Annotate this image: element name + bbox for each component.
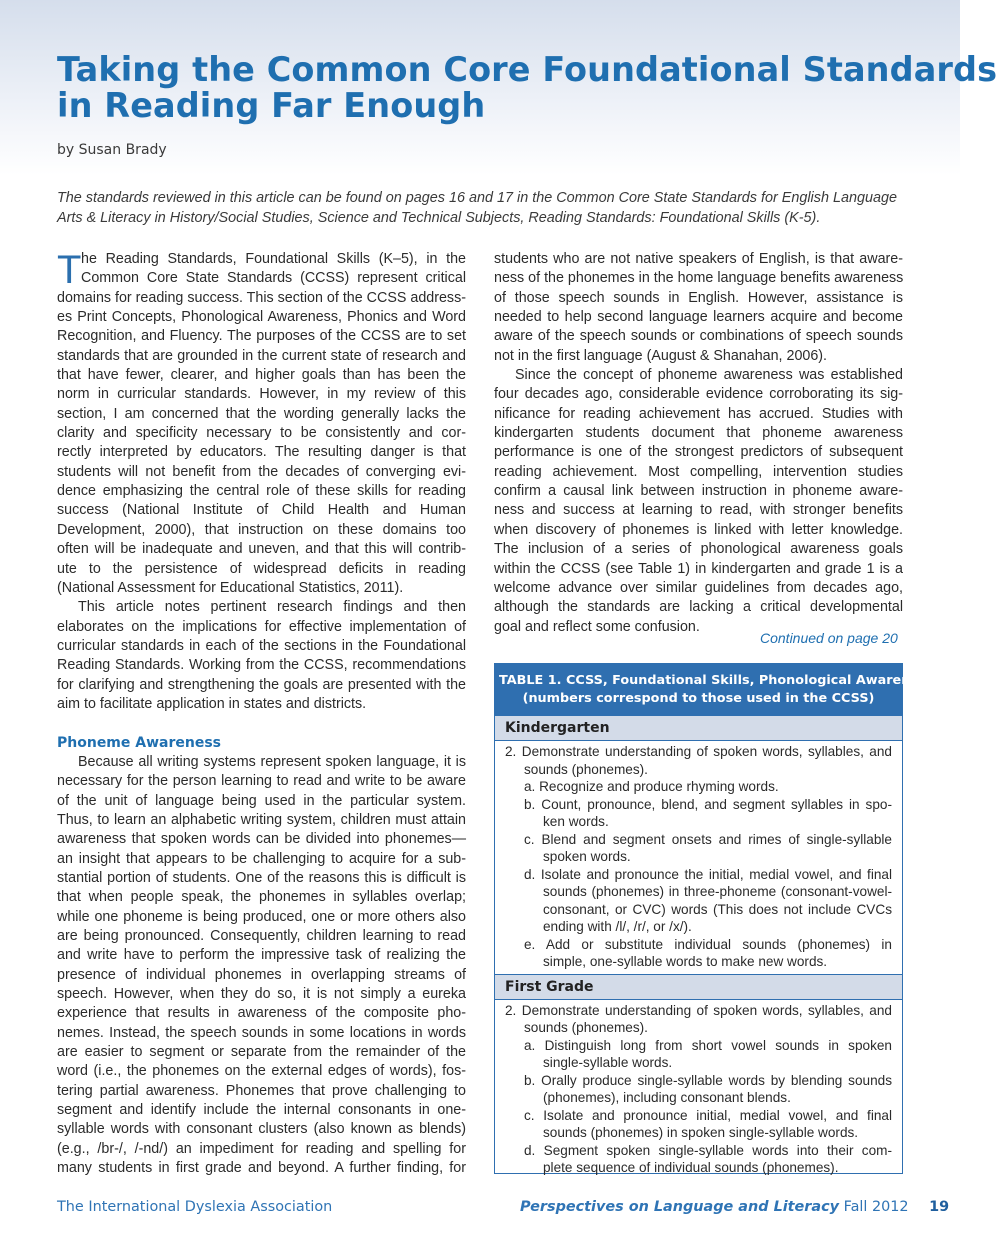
- article-title: [57, 50, 997, 125]
- table-line: sounds (phonemes).: [524, 1020, 648, 1035]
- table-title: [495, 664, 935, 715]
- title-line: Taking the Common Core Foundational Standards: [57, 50, 997, 89]
- footer-issue: Fall 2012: [843, 1199, 909, 1215]
- body-line: not in the first language (August & Shanahan, 2006).: [494, 347, 828, 364]
- body-line: es Print Concepts, Phonological Awareness, Phonics and Word: [57, 309, 466, 326]
- body-line: word (i.e., the phonemes on the external edges of words), fos-: [57, 1063, 466, 1080]
- body-line: Reading Standards. Working from the CCSS, recommendations: [57, 657, 466, 674]
- footer-journal-info: [520, 1199, 949, 1215]
- body-line: while one phoneme is being produced, one or more others also: [57, 908, 466, 925]
- body-line: elaborates on the implications for effective implementation of: [57, 618, 466, 635]
- body-line: Since the concept of phoneme awareness was established: [515, 367, 903, 384]
- body-line: kindergarten students document that phoneme awareness: [494, 425, 903, 442]
- body-line: he Reading Standards, Foundational Skills (K–5), in the: [81, 251, 466, 267]
- table-line: c. Isolate and pronounce initial, medial vowel, and final: [524, 1107, 892, 1123]
- body-line: students will not benefit from the decades of converging evi-: [57, 463, 466, 480]
- body-line: and write have to perform the impressive task of realizing the: [57, 947, 466, 964]
- body-line: aware of the speech sounds or combinations of speech sounds: [494, 328, 903, 345]
- intro-note: [57, 189, 905, 228]
- body-line: section, I am concerned that the wording generally lacks the: [57, 405, 466, 422]
- paragraph-concept: [494, 366, 903, 637]
- body-line: an insight that appears to be challenging to acquire for a sub-: [57, 850, 466, 867]
- body-line: clarity and specificity necessary to be consistently and cor-: [57, 425, 466, 442]
- first-grade-standards: [495, 1000, 902, 1180]
- body-line: The inclusion of a series of phonological awareness goals: [494, 541, 903, 558]
- body-line: awareness that spoken words can be divided into phonemes—: [57, 831, 466, 848]
- dropcap: T: [57, 248, 82, 292]
- body-line: norm in curricular standards. However, in my review of this: [57, 386, 466, 403]
- body-line: students who are not native speakers of English, is that aware-: [494, 251, 903, 267]
- body-line: This article notes pertinent research findings and then: [78, 599, 466, 616]
- body-line: presence of individual phonemes in overlapping streams of: [57, 966, 466, 983]
- body-line: many students in first grade and beyond. A further finding, for: [57, 1160, 466, 1177]
- kindergarten-standards: [495, 741, 902, 974]
- body-line: of those speech sounds in English. However, assistance is: [494, 289, 903, 306]
- body-line: are easier to segment or separate from the remainder of the: [57, 1044, 466, 1061]
- body-line: Thus, to learn an alphabetic writing system, children must attain: [57, 811, 466, 828]
- table-line: simple, one-syllable words to make new words.: [543, 954, 828, 969]
- table-line: b. Orally produce single-syllable words by blending sounds: [524, 1072, 892, 1088]
- table-1: [494, 663, 935, 1175]
- table-line: (phonemes), including consonant blends.: [543, 1090, 791, 1105]
- table-line: single-syllable words.: [543, 1055, 673, 1070]
- table-line: ending with /l/, /r/, or /x/).: [543, 919, 692, 934]
- intro-line: Arts & Literacy in History/Social Studies, Science and Technical Subjects, Reading Standards: Foundational Skills (K-5).: [57, 209, 821, 226]
- table-line: d. Segment spoken single-syllable words into their com-: [524, 1142, 892, 1158]
- body-line: four decades ago, considerable evidence corroborating its sig-: [494, 386, 903, 403]
- right-column: [494, 250, 903, 637]
- body-line: experience that results in awareness of the composite pho-: [57, 1005, 466, 1022]
- body-line: reading achievement. Most compelling, intervention studies: [494, 463, 903, 480]
- grade-heading-kindergarten: Kindergarten: [495, 715, 902, 741]
- body-line: confirm a causal link between instruction in phoneme aware-: [494, 483, 903, 500]
- body-line: segment and identify include the internal consonants in one-: [57, 1102, 466, 1119]
- paragraph-intro: [57, 250, 466, 598]
- body-line: (National Assessment for Educational Statistics, 2011).: [57, 579, 404, 596]
- body-line: needed to help second language learners acquire and become: [494, 309, 903, 326]
- body-line: performance is one of the strongest predictors of subsequent: [494, 444, 903, 461]
- intro-line: The standards reviewed in this article can be found on pages 16 and 17 in the Common Core State Standards for English Language: [57, 190, 897, 206]
- paragraph-purpose: [57, 598, 466, 714]
- table-line: 2. Demonstrate understanding of spoken words, syllables, and: [505, 744, 892, 759]
- body-line: are being pronounced. Consequently, children learning to read: [57, 928, 466, 945]
- table-title-line: TABLE 1. CCSS, Foundational Skills, Phonological Awareness: [499, 673, 935, 688]
- body-line: ness of the phonemes in the home language benefits awareness: [494, 270, 904, 287]
- body-line: when discovery of phonemes is linked with letter knowledge.: [494, 521, 903, 538]
- body-line: although the standards are lacking a critical developmental: [494, 599, 903, 616]
- body-line: curricular standards in each of the sections in the Foundational: [57, 637, 466, 654]
- body-line: standards that are grounded in the current state of research and: [57, 347, 466, 364]
- body-line: Because all writing systems represent spoken language, it is: [78, 753, 466, 770]
- table-line: b. Count, pronounce, blend, and segment syllables in spo-: [524, 796, 892, 812]
- title-line: in Reading Far Enough: [57, 86, 486, 125]
- body-line: ness and success at learning to read, with stronger benefits: [494, 502, 903, 519]
- body-line: that when people speak, the phonemes in syllables overlap;: [57, 889, 466, 906]
- table-line: e. Add or substitute individual sounds (phonemes) in: [524, 936, 892, 952]
- body-line: Development, 2000), that instruction on these domains too: [57, 521, 466, 538]
- table-line: plete sequence of individual sounds (phonemes).: [543, 1160, 839, 1175]
- table-line: d. Isolate and pronounce the initial, medial vowel, and final: [524, 866, 892, 882]
- table-line: ken words.: [543, 814, 609, 829]
- body-line: (e.g., /br-/, /-nd/) an impediment for reading and spelling for: [57, 1140, 466, 1157]
- table-line: a. Distinguish long from short vowel sounds in spoken: [524, 1037, 892, 1053]
- body-line: speech. However, when they do so, it is not simply a eureka: [57, 986, 466, 1003]
- body-line: necessary for the person learning to read and write to be aware: [57, 773, 466, 790]
- body-line: nemes. Instead, the speech sounds in some locations in words: [57, 1024, 466, 1041]
- body-line: domains for reading success. This section of the CCSS address-: [57, 289, 466, 306]
- table-title-line: (numbers correspond to those used in the CCSS): [522, 691, 875, 706]
- body-line: aim to facilitate application in states and districts.: [57, 695, 367, 712]
- byline: by Susan Brady: [57, 142, 167, 158]
- body-line: stantial portion of students. One of the reasons this is difficult is: [57, 870, 466, 886]
- table-line: sounds (phonemes) in spoken single-syllable words.: [543, 1125, 859, 1140]
- body-line: for clarifying and strengthening the goals are presented with the: [57, 676, 466, 693]
- body-line: of the unit of language being used in the particular system.: [57, 792, 466, 809]
- body-line: success (National Institute of Child Health and Human: [57, 502, 466, 519]
- body-line: often will be inadequate and uneven, and that this will contrib-: [57, 541, 466, 558]
- page-number: 19: [929, 1199, 950, 1215]
- body-line: tering partial awareness. Phonemes that prove challenging to: [57, 1082, 466, 1099]
- table-line: sounds (phonemes).: [524, 761, 648, 777]
- body-line: syllable words with consonant clusters (also known as blends): [57, 1121, 466, 1138]
- body-line: nificance for reading achievement has accrued. Studies with: [494, 405, 903, 422]
- table-line: sounds (phonemes) in three-phoneme (consonant-vowel-: [543, 884, 892, 899]
- table-line: consonant, or CVC) words (This does not include CVCs: [543, 901, 892, 917]
- body-line: that have fewer, clearer, and higher goals than has been the: [57, 367, 466, 384]
- paragraph-continuation: [494, 250, 903, 366]
- continued-link[interactable]: Continued on page 20: [760, 630, 898, 646]
- body-line: goal and reflect some confusion.: [494, 618, 700, 635]
- section-heading: Phoneme Awareness: [57, 734, 222, 751]
- body-line: rectly interpreted by educators. The resulting danger is that: [57, 444, 466, 461]
- table-line: c. Blend and segment onsets and rimes of single-syllable: [524, 831, 892, 847]
- footer-organization: The International Dyslexia Association: [57, 1199, 333, 1215]
- table-line: spoken words.: [543, 849, 631, 864]
- paragraph-phoneme: [57, 753, 466, 1179]
- body-line: Recognition, and Fluency. The purposes of the CCSS are to set: [57, 328, 466, 345]
- section-gap: [57, 714, 466, 733]
- table-line: 2. Demonstrate understanding of spoken words, syllables, and: [505, 1002, 892, 1018]
- body-line: dence emphasizing the central role of these skills for reading: [57, 483, 466, 500]
- table-line: a. Recognize and produce rhyming words.: [524, 779, 779, 794]
- body-line: welcome advance over similar guidelines from decades ago,: [494, 579, 903, 596]
- left-column: [57, 250, 466, 1179]
- body-line-text: Common Core State Standards (CCSS) represent critical: [81, 270, 466, 287]
- footer-journal: Perspectives on Language and Literacy: [520, 1199, 840, 1215]
- grade-heading-first-grade: First Grade: [495, 974, 902, 1000]
- body-line: ute to the persistence of widespread deficits in reading: [57, 560, 466, 577]
- body-line: [57, 269, 466, 288]
- body-line: within the CCSS (see Table 1) in kindergarten and grade 1 is a: [494, 560, 903, 577]
